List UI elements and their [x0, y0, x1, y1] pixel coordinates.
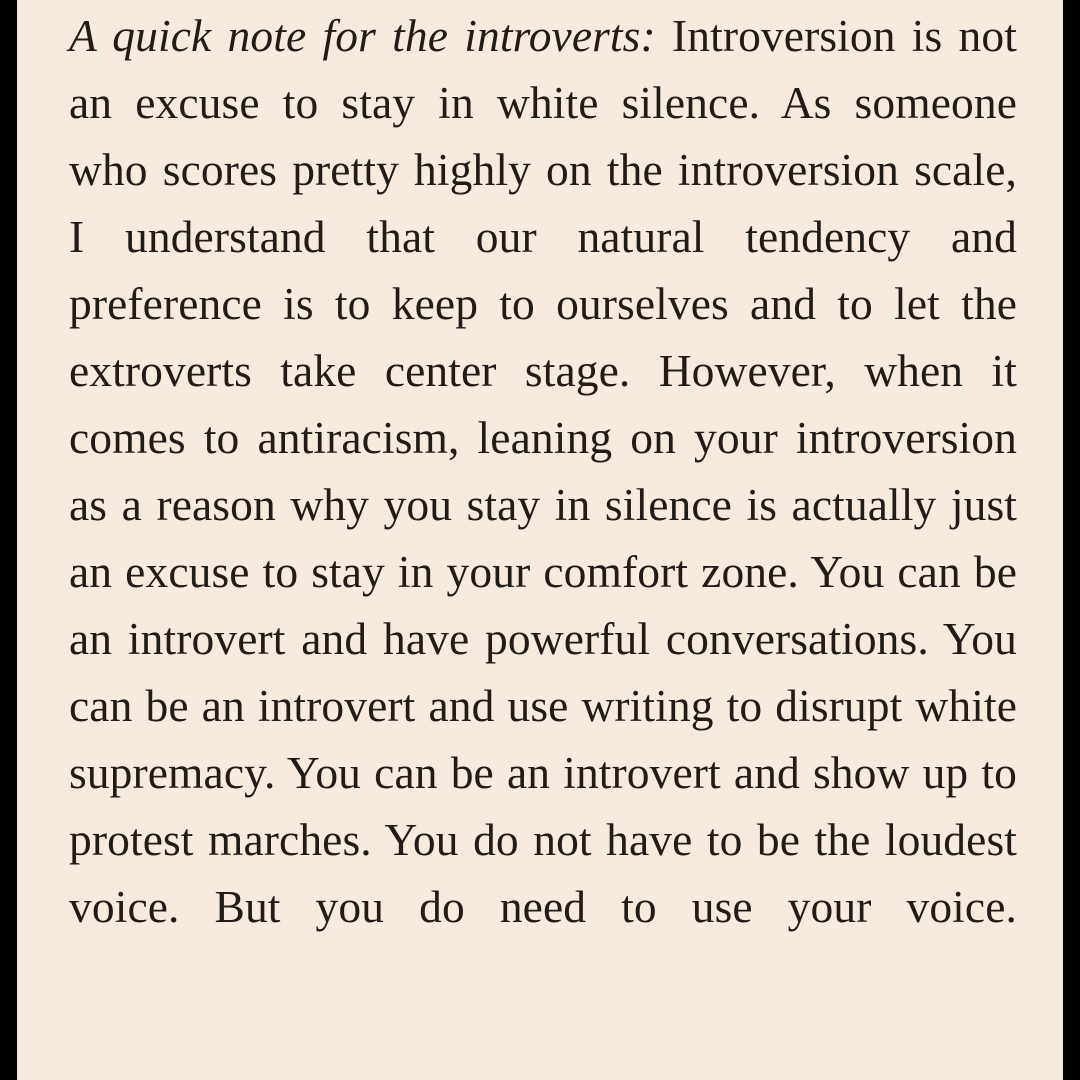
paragraph-body: Introversion is not an excuse to stay in white silence. As someone who scores pretty highly on the introversion scale, I understand that our natural tendency and preference is to keep to ourselves and to let the extroverts take center stage. However, when it comes to antiracism, leaning on your introversion as a reason why you stay in silence is actually just an excuse to stay in your comfort zone. You can be an introvert and have powerful conversations. You can be an introvert and use writing to disrupt white supremacy. You can be an introvert and show up to protest marches. You do not have to be the loudest voice. But you do need to use your voice. [69, 10, 1017, 932]
paragraph-lead-in: A quick note for the introverts: [69, 10, 656, 61]
paragraph [69, 2, 1017, 1007]
text-block [69, 2, 1017, 1007]
book-page [17, 0, 1063, 1080]
